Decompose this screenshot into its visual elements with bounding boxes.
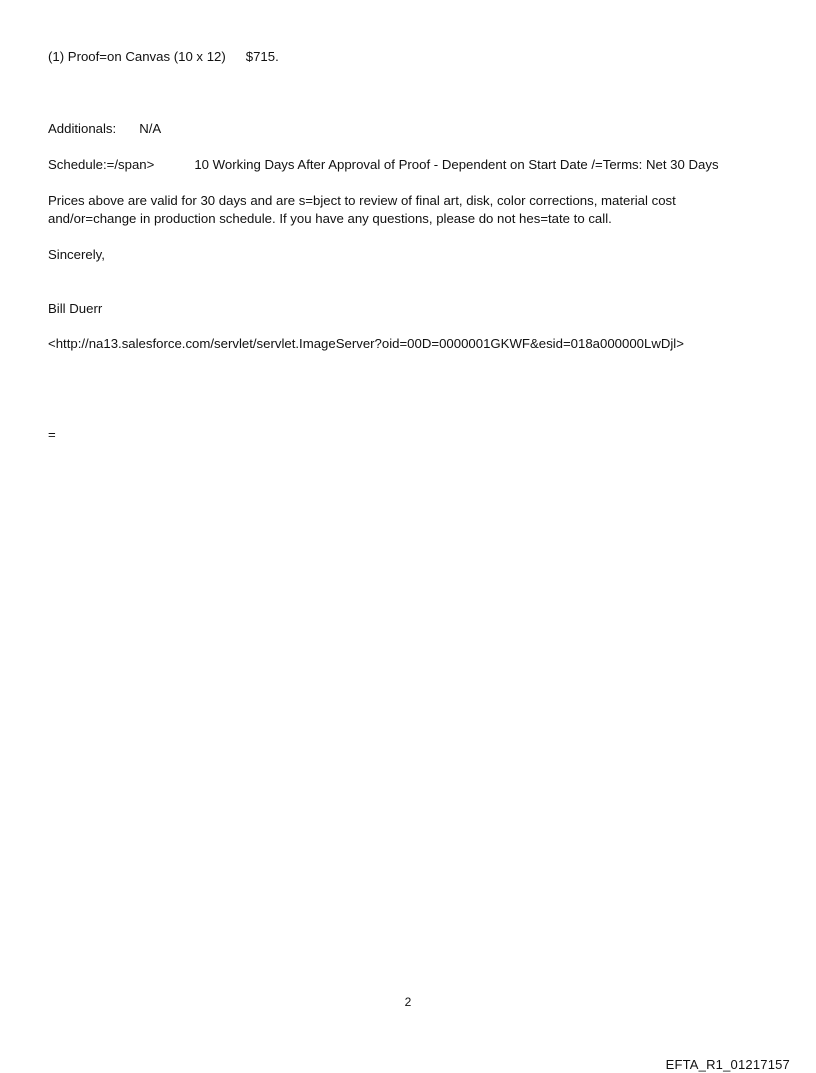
- signature-name: Bill Duerr: [48, 301, 103, 316]
- proof-price: $715.: [245, 49, 279, 64]
- additionals-line: [48, 120, 161, 138]
- page-number: 2: [404, 995, 412, 1009]
- proof-item: (1) Proof=on Canvas (10 x 12): [48, 49, 226, 64]
- schedule-line: [48, 156, 719, 174]
- schedule-label: Schedule:=/span>: [48, 157, 155, 172]
- image-link-text: <http://na13.salesforce.com/servlet/servlet.ImageServer?oid=00D=0000001GKWF&esid=018a000000LwDjl>: [48, 336, 684, 351]
- closing-text: Sincerely,: [48, 247, 105, 262]
- proof-line: [48, 48, 279, 66]
- footer-document-id: EFTA_R1_01217157: [665, 1057, 790, 1072]
- prices-paragraph: Prices above are valid for 30 days and are s=bject to review of final art, disk, color corrections, material cost and/or=change in production schedule. If you have any questions, please do not hes=tate to call.: [48, 193, 676, 226]
- additionals-label: Additionals:: [48, 121, 117, 136]
- trailing-mark: =: [48, 427, 56, 442]
- additionals-value: N/A: [139, 121, 162, 136]
- schedule-value: 10 Working Days After Approval of Proof - Dependent on Start Date /=Terms: Net 30 Days: [194, 157, 719, 172]
